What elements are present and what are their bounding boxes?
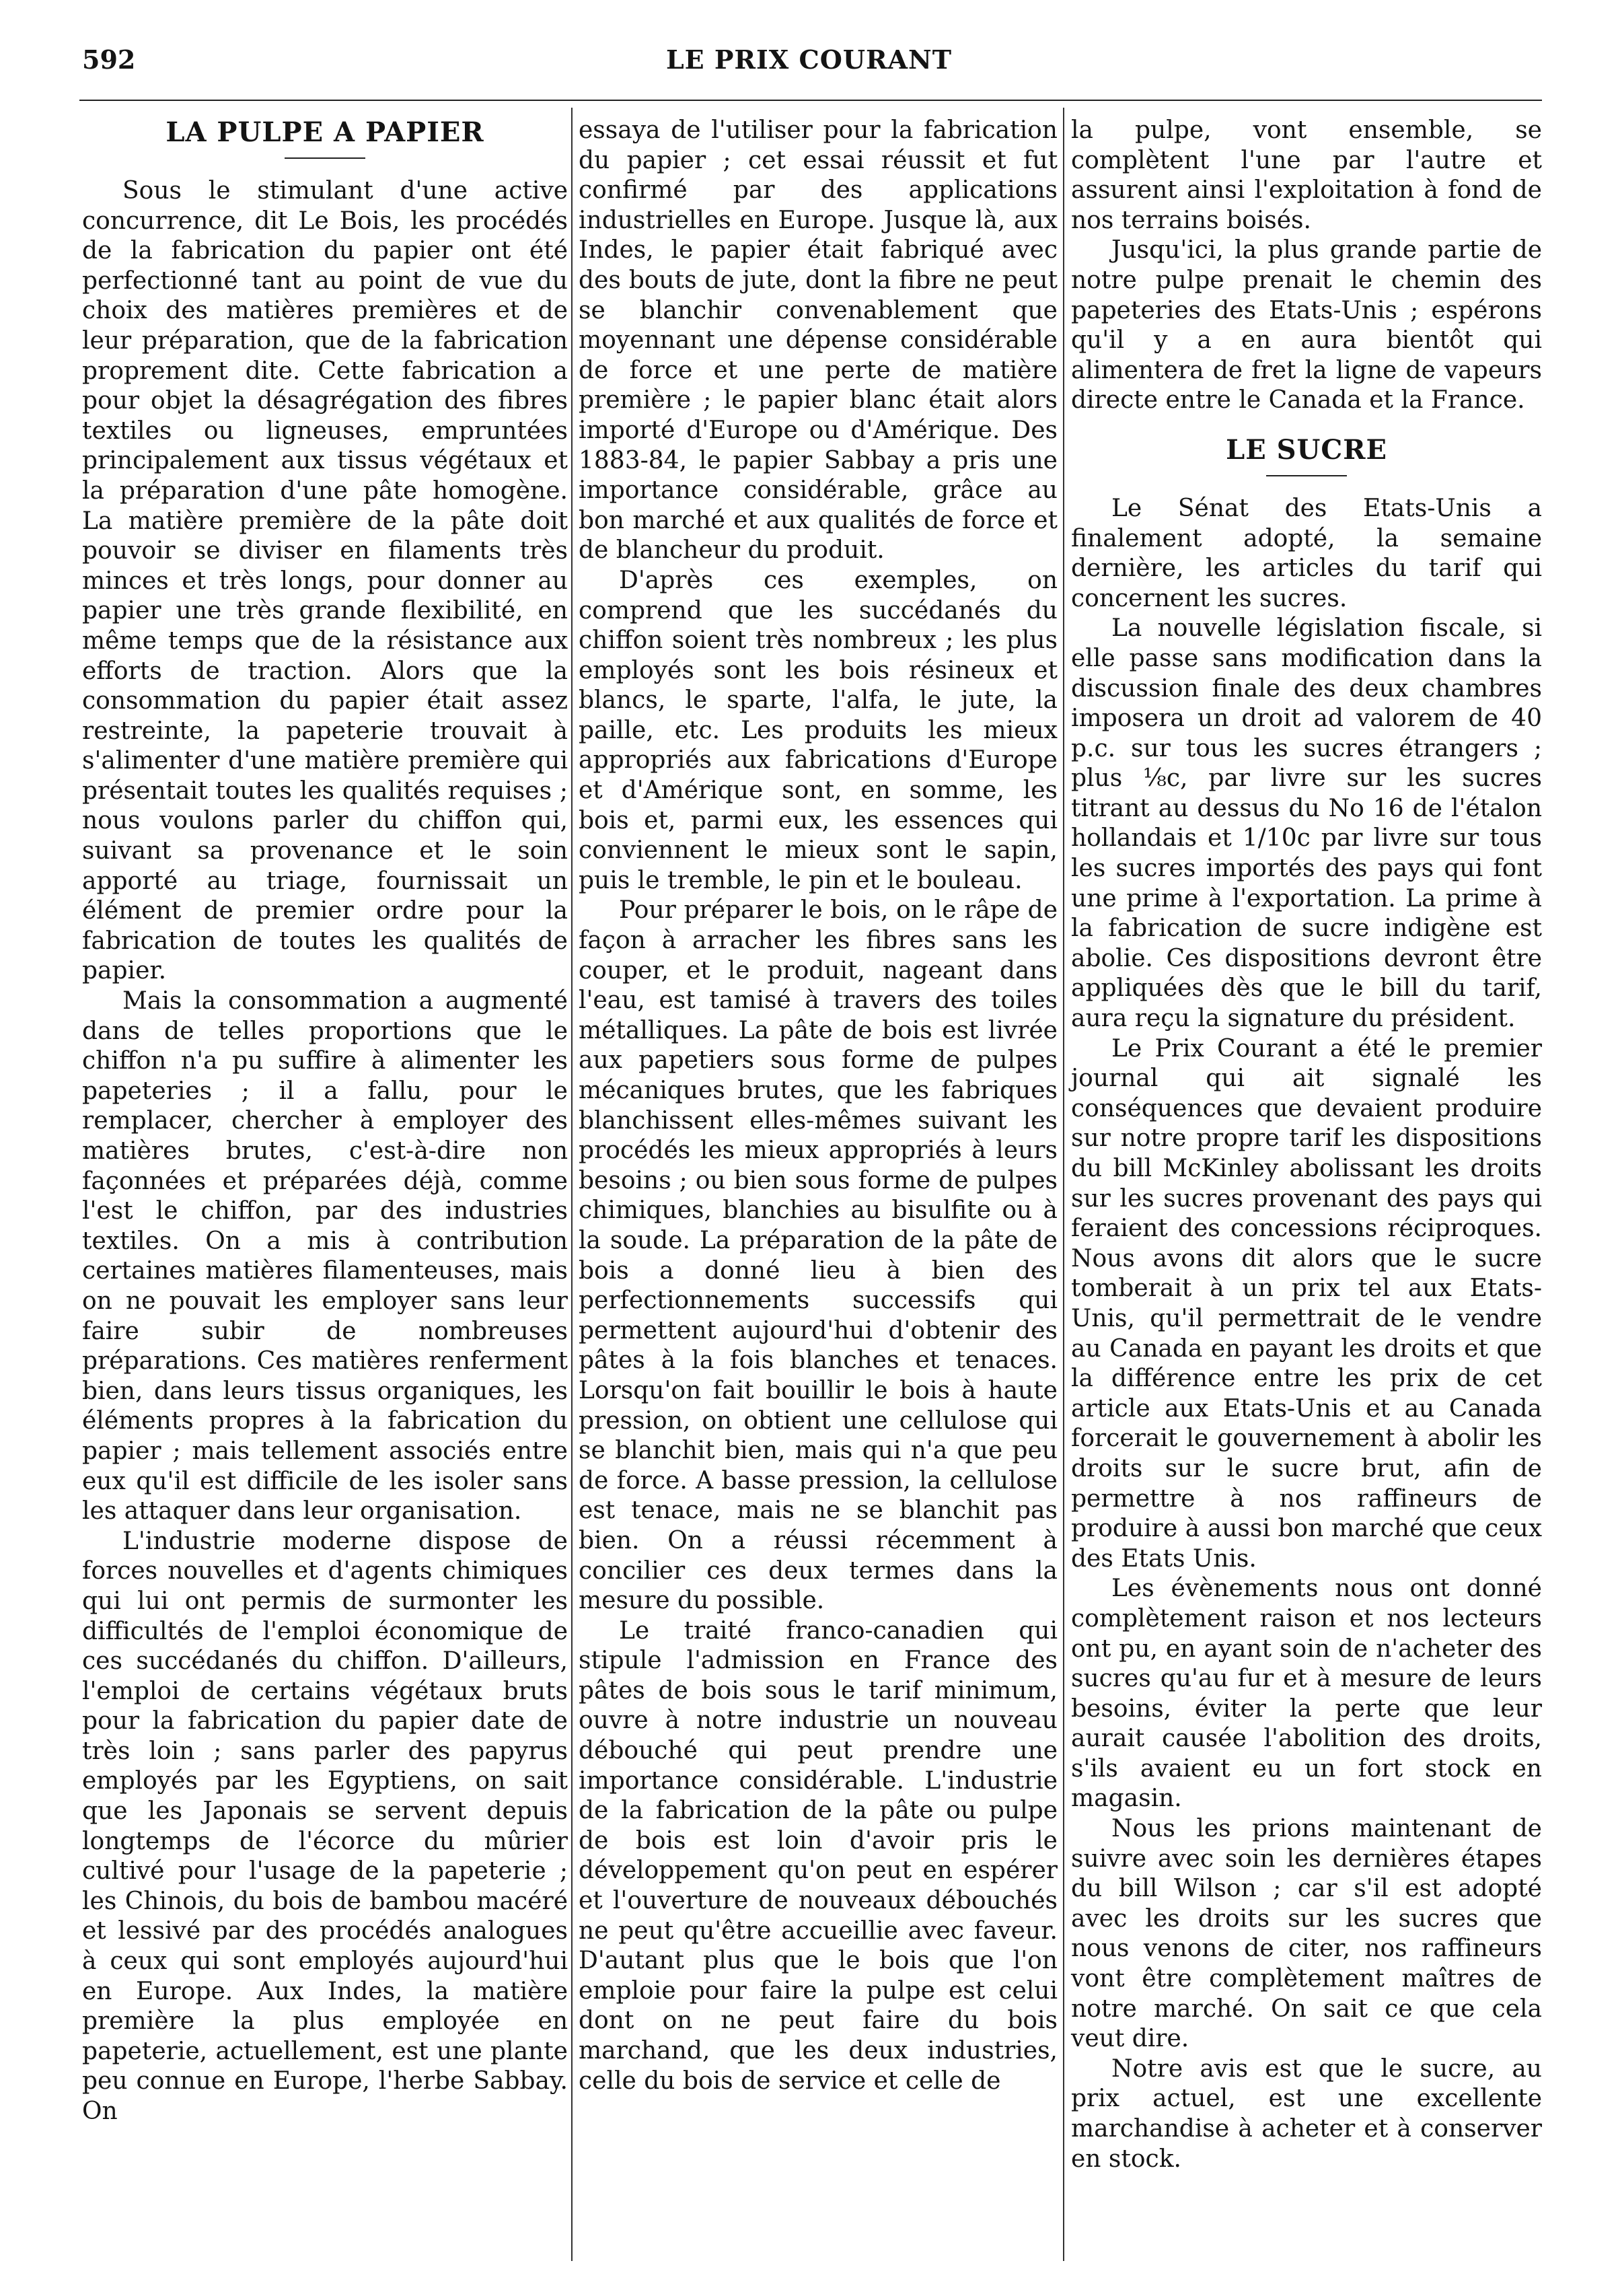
- column-divider: [1063, 108, 1064, 2261]
- article-title-sugar: LE SUCRE: [1226, 433, 1387, 466]
- paragraph: Le Sénat des Etats-Unis a finalement adopté, la semaine dernière, les articles du tarif qui concernent les sucres.: [1071, 494, 1542, 612]
- title-rule: [285, 157, 365, 159]
- paragraph: Pour préparer le bois, on le râpe de façon à arracher les fibres sans les couper, et le produit, nageant dans l'eau, est tamisé à travers des toiles métalliques. La pâte de bois est livrée aux papetiers sous forme de pulpes mécaniques brutes, que les fabriques blanchissent elles-mêmes suivant les procédés les mieux appropriés à leurs besoins ; ou bien sous forme de pulpes chimiques, blanchies au bisulfite ou à la soude. La préparation de la pâte de bois a donné lieu à bien des perfectionnements successifs qui permettent aujourd'hui d'obtenir des pâtes à la fois blanches et tenaces. Lorsqu'on fait bouillir le bois à haute pression, on obtient une cellulose qui se blanchit bien, mais qui n'a que peu de force. A basse pression, la cellulose est tenace, mais ne se blanchit pas bien. On a réussi récemment à concilier ces deux termes dans la mesure du possible.: [579, 896, 1058, 1615]
- paragraph: Nous les prions maintenant de suivre avec soin les dernières étapes du bill Wilson ; car s'il est adopté avec les droits sur les sucres que nous venons de citer, nos raffineurs vont être complètement maîtres de notre marché. On sait ce que cela veut dire.: [1071, 1815, 1542, 2053]
- paragraph: essaya de l'utiliser pour la fabrication du papier ; cet essai réussit et fut confirmé par des applications industrielles en Europe. Jusque là, aux Indes, le papier était fabriqué avec des bouts de jute, dont la fibre ne peut se blanchir convenablement que moyennant une dépense considérable de force et une perte de matière première ; le papier blanc était alors importé d'Europe ou d'Amérique. Des 1883-84, le papier Sabbay a pris une importance considérable, grâce au bon marché et aux qualités de force et de blancheur du produit.: [579, 116, 1058, 565]
- paragraph: Jusqu'ici, la plus grande partie de notre pulpe prenait le chemin des papeteries des Etats-Unis ; espérons qu'il y a en aura bientôt qui alimentera de fret la ligne de vapeurs directe entre le Canada et la France.: [1071, 236, 1542, 415]
- column-1: [82, 116, 568, 2127]
- paragraph: L'industrie moderne dispose de forces nouvelles et d'agents chimiques qui lui ont permis de surmonter les difficultés de l'emploi économique de ces succédanés du chiffon. D'ailleurs, l'emploi de certains végétaux bruts pour la fabrication du papier date de très loin ; sans parler des papyrus employés par les Egyptiens, on sait que les Japonais se servent depuis longtemps de l'écorce du mûrier cultivé pour l'usage de la papeterie ; les Chinois, du bois de bambou macéré et lessivé par des procédés analogues à ceux qui sont employés aujourd'hui en Europe. Aux Indes, la matière première la plus employée en papeterie, actuellement, est une plante peu connue en Europe, l'herbe Sabbay. On: [82, 1527, 568, 2125]
- column-2: [579, 116, 1058, 2096]
- column-3: [1071, 116, 1542, 2174]
- paragraph: La nouvelle législation fiscale, si elle passe sans modification dans la discussion finale des deux chambres imposera un droit ad valorem de 40 p.c. sur tous les sucres étrangers ; plus ⅛c, par livre sur les sucres titrant au dessus du No 16 de l'étalon hollandais et 1/10c par livre sur tous les sucres importés des pays qui font une prime à l'exportation. La prime à la fabrication de sucre indigène est abolie. Ces dispositions devront être appliquées dès que le bill du tarif, aura reçu la signature du président.: [1071, 614, 1542, 1033]
- paragraph: la pulpe, vont ensemble, se complètent l'une par l'autre et assurent ainsi l'exploitation à fond de nos terrains boisés.: [1071, 116, 1542, 234]
- page-number: 592: [82, 44, 136, 75]
- paragraph: D'après ces exemples, on comprend que les succédanés du chiffon soient très nombreux ; les plus employés sont les bois résineux et blancs, le sparte, l'alfa, le jute, la paille, etc. Les produits les mieux appropriés aux fabrications d'Europe et d'Amérique sont, en somme, les bois et, parmi eux, les essences qui conviennent le mieux sont le sapin, puis le tremble, le pin et le bouleau.: [579, 566, 1058, 894]
- header-rule: [79, 100, 1542, 101]
- article-title-pulp: LA PULPE A PAPIER: [166, 116, 484, 148]
- paragraph: Le Prix Courant a été le premier journal qui ait signalé les conséquences que devaient produire sur notre propre tarif les dispositions du bill McKinley abolissant les droits sur les sucres provenant des pays qui feraient des concessions réciproques. Nous avons dit alors que le sucre tomberait à un prix tel aux Etats-Unis, qu'il permettrait de le vendre au Canada en payant les droits et que la différence entre les prix de cet article aux Etats-Unis et au Canada forcerait le gouvernement à abolir les droits sur le sucre brut, afin de permettre à nos raffineurs de produire à aussi bon marché que ceux des Etats Unis.: [1071, 1034, 1542, 1573]
- title-rule: [1266, 475, 1347, 476]
- paragraph: Sous le stimulant d'une active concurrence, dit Le Bois, les procédés de la fabrication du papier ont été perfectionné tant au point de vue du choix des matières premières et de leur préparation, que de la fabrication proprement dite. Cette fabrication a pour objet la désagrégation des fibres textiles ou ligneuses, empruntées principalement aux tissus végétaux et la préparation d'une pâte homogène. La matière première de la pâte doit pouvoir se diviser en filaments très minces et très longs, pour donner au papier une très grande flexibilité, en même temps que de la résistance aux efforts de traction. Alors que la consommation du papier était assez restreinte, la papeterie trouvait à s'alimenter d'une matière première qui présentait toutes les qualités requises ; nous voulons parler du chiffon qui, suivant sa provenance et le soin apporté au triage, fournissait un élément de premier ordre pour la fabrication de toutes les qualités de papier.: [82, 177, 568, 985]
- paragraph: Le traité franco-canadien qui stipule l'admission en France des pâtes de bois sous le tarif minimum, ouvre à notre industrie un nouveau débouché qui peut prendre une importance considérable. L'industrie de la fabrication de la pâte ou pulpe de bois est loin d'avoir pris le développement qu'on peut en espérer et l'ouverture de nouveaux débouchés ne peut qu'être accueillie avec faveur. D'autant plus que le bois que l'on emploie pour faire la pulpe est celui dont on ne peut faire du bois marchand, que les deux industries, celle du bois de service et celle de: [579, 1616, 1058, 2095]
- running-title: LE PRIX COURANT: [665, 44, 953, 75]
- paragraph: Les évènements nous ont donné complètement raison et nos lecteurs ont pu, en ayant soin de n'acheter des sucres qu'au fur et à mesure de leurs besoins, éviter la perte que leur aurait causée l'abolition des droits, s'ils avaient eu un fort stock en magasin.: [1071, 1575, 1542, 1813]
- column-divider: [571, 108, 573, 2261]
- paragraph: Mais la consommation a augmenté dans de telles proportions que le chiffon n'a pu suffire à alimenter les papeteries ; il a fallu, pour le remplacer, chercher à employer des matières brutes, c'est-à-dire non façonnées et préparées déjà, comme l'est le chiffon, par des industries textiles. On a mis à contribution certaines matières filamenteuses, mais on ne pouvait les employer sans leur faire subir de nombreuses préparations. Ces matières renferment bien, dans leurs tissus organiques, les éléments propres à la fabrication du papier ; mais tellement associés entre eux qu'il est difficile de les isoler sans les attaquer dans leur organisation.: [82, 987, 568, 1526]
- paragraph: Notre avis est que le sucre, au prix actuel, est une excellente marchandise à acheter et à conserver en stock.: [1071, 2054, 1542, 2173]
